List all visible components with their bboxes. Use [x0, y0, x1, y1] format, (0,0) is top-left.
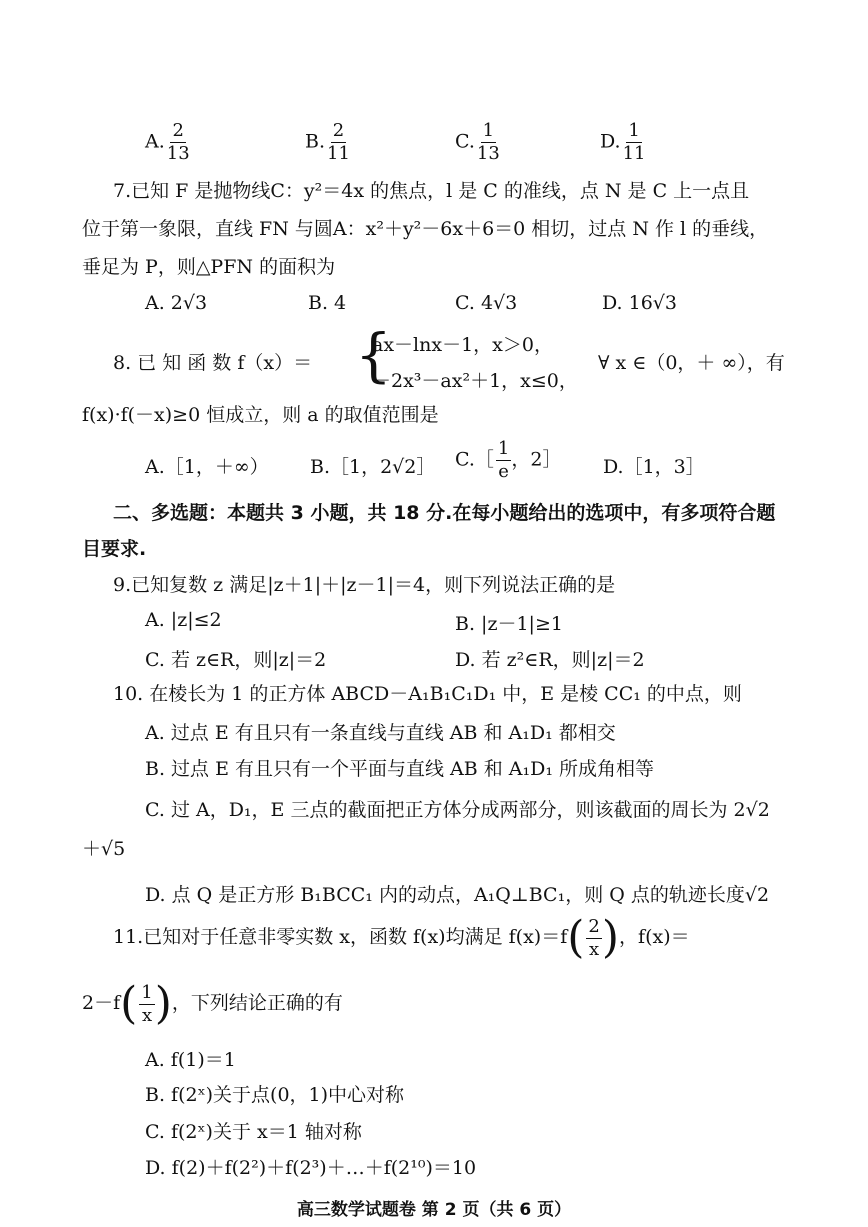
q7-option-a: A. 2√3 [145, 292, 208, 314]
q11-stem-line2: 2－f( $\frac{1}{x}$ )，下列结论正确的有 [82, 978, 343, 1029]
q8-case-1: ax－lnx－1，x＞0， [372, 334, 553, 356]
section2-heading-line1: 二、多选题：本题共 3 小题，共 18 分.在每小题给出的选项中，有多项符合题 [113, 502, 776, 524]
q9-option-a: A. |z|≤2 [145, 609, 222, 631]
q7-stem-line3: 垂足为 P，则△PFN 的面积为 [82, 256, 336, 278]
q9-option-d: D. 若 z²∈R，则|z|＝2 [455, 649, 645, 671]
q6-option-a: A. $\frac{2}{13}$ [145, 120, 190, 164]
q6-option-c: C. $\frac{1}{13}$ [455, 120, 500, 164]
q7-option-b: B. 4 [308, 292, 347, 314]
q9-option-b: B. |z－1|≥1 [455, 613, 563, 635]
q7-stem-line1: 7.已知 F 是抛物线C：y²＝4x 的焦点，l 是 C 的准线，点 N 是 C 上一点且 [113, 180, 750, 202]
q7-stem-line2: 位于第一象限，直线 FN 与圆A：x²＋y²－6x＋6＝0 相切，过点 N 作 l 的垂线， [82, 218, 769, 240]
q10-option-a: A. 过点 E 有且只有一条直线与直线 AB 和 A₁D₁ 都相交 [145, 722, 616, 744]
q9-stem: 9.已知复数 z 满足|z＋1|＋|z－1|＝4，则下列说法正确的是 [113, 574, 616, 596]
q11-option-a: A. f(1)＝1 [145, 1049, 236, 1071]
q8-option-c: C.［ $\frac{1}{e}$ ，2］ [455, 438, 562, 482]
q7-option-c: C. 4√3 [455, 292, 518, 314]
q7-option-d: D. 16√3 [602, 292, 678, 314]
q10-option-d: D. 点 Q 是正方形 B₁BCC₁ 内的动点，A₁Q⊥BC₁，则 Q 点的轨迹长度√2 [145, 884, 770, 906]
section2-heading-line2: 目要求. [82, 538, 147, 560]
q10-option-c-line2: ＋√5 [82, 838, 126, 860]
q11-option-d: D. f(2)＋f(2²)＋f(2³)＋…＋f(2¹⁰)＝10 [145, 1157, 477, 1179]
q10-option-c-line1: C. 过 A，D₁，E 三点的截面把正方体分成两部分，则该截面的周长为 2√2 [145, 799, 770, 821]
q11-option-b: B. f(2ˣ)关于点(0，1)中心对称 [145, 1084, 405, 1106]
q6-option-d: D. $\frac{1}{11}$ [600, 120, 646, 164]
q10-stem: 10. 在棱长为 1 的正方体 ABCD－A₁B₁C₁D₁ 中，E 是棱 CC₁ 的中点，则 [113, 683, 742, 705]
q8-stem-line2: f(x)·f(－x)≥0 恒成立，则 a 的取值范围是 [82, 404, 439, 426]
q11-option-c: C. f(2ˣ)关于 x＝1 轴对称 [145, 1121, 362, 1143]
q6-option-b: B. $\frac{2}{11}$ [305, 120, 350, 164]
q8-option-b: B.［1，2√2］ [310, 456, 436, 478]
q8-brace: { [355, 321, 392, 389]
q8-stem-suffix: ∀ x ∈（0，＋ ∞），有 [598, 352, 785, 374]
q11-stem-line1: 11.已知对于任意非零实数 x，函数 f(x)均满足 f(x)＝f( $\frac{2}{x}$ )，f(x)＝ [113, 912, 690, 963]
q8-case-2: －2x³－ax²＋1，x≤0， [372, 370, 578, 392]
q8-stem-prefix: 8. 已 知 函 数 f（x）＝ [113, 352, 313, 374]
page-footer: 高三数学试题卷 第 2 页（共 6 页） [296, 1200, 572, 1220]
q8-option-d: D.［1，3］ [603, 456, 705, 478]
q10-option-b: B. 过点 E 有且只有一个平面与直线 AB 和 A₁D₁ 所成角相等 [145, 758, 655, 780]
q9-option-c: C. 若 z∈R，则|z|＝2 [145, 649, 327, 671]
q8-option-a: A.［1，＋∞） [145, 456, 269, 478]
